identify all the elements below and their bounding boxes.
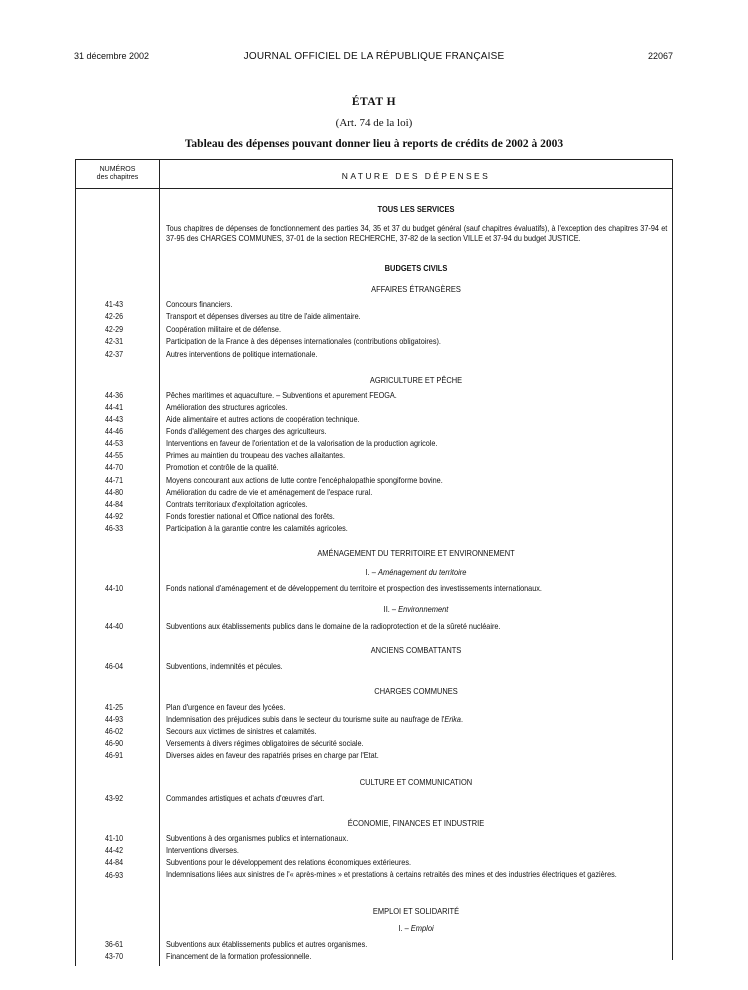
chapter-code: 46-93 (104, 871, 124, 880)
chapter-code: 44-10 (104, 584, 124, 593)
chapter-code: 42-31 (104, 337, 124, 346)
chapter-code: 46-02 (104, 727, 124, 736)
chapter-description: Subventions, indemnités et pécules. (166, 662, 283, 671)
chapter-code: 41-10 (104, 834, 124, 843)
chapter-code: 44-71 (104, 476, 124, 485)
chapter-description: Financement de la formation professionnelle. (166, 952, 312, 961)
chapter-code: 44-70 (104, 463, 124, 472)
chapter-code: 44-92 (104, 512, 124, 521)
chapter-code: 41-43 (104, 300, 124, 309)
subsection-environnement: II. – Environnement (383, 604, 449, 614)
chapter-code: 44-36 (104, 391, 124, 400)
chapter-description: Coopération militaire et de défense. (166, 325, 282, 334)
header-separator (75, 188, 672, 189)
journal-title: JOURNAL OFFICIEL DE LA RÉPUBLIQUE FRANÇAISE (243, 51, 505, 62)
chapter-code: 42-29 (104, 325, 124, 334)
subsection-amenagement-territoire: I. – Aménagement du territoire (365, 567, 467, 577)
chapter-description: Interventions diverses. (166, 846, 239, 855)
chapter-description: Primes au maintien du troupeau des vaches allaitantes. (166, 451, 345, 460)
chapter-description: Participation à la garantie contre les calamités agricoles. (166, 524, 348, 533)
section-amenagement: AMÉNAGEMENT DU TERRITOIRE ET ENVIRONNEMENT (317, 548, 515, 558)
chapter-code: 44-53 (104, 439, 124, 448)
section-affaires-etrangeres: AFFAIRES ÉTRANGÈRES (371, 284, 461, 294)
chapter-code: 44-93 (104, 715, 124, 724)
chapter-code: 36-61 (104, 940, 124, 949)
column-header-nature: NATURE DES DÉPENSES (341, 171, 491, 181)
chapter-description: Diverses aides en faveur des rapatriés prises en charge par l'Etat. (166, 751, 379, 760)
chapter-description: Secours aux victimes de sinistres et calamités. (166, 727, 317, 736)
chapter-code: 44-41 (104, 403, 124, 412)
section-agriculture: AGRICULTURE ET PÊCHE (369, 375, 463, 385)
chapter-code: 46-04 (104, 662, 124, 671)
chapter-description: Amélioration des structures agricoles. (166, 403, 288, 412)
page-number: 22067 (647, 51, 673, 61)
section-budgets-civils: BUDGETS CIVILS (384, 263, 448, 273)
chapter-description: Commandes artistiques et achats d'œuvres d'art. (166, 794, 325, 803)
column-header-numeros: NUMÉROS (99, 166, 136, 173)
chapter-description: Subventions aux établissements publics dans le domaine de la radioprotection et de la sûreté nucléaire. (166, 622, 501, 631)
chapter-code: 44-43 (104, 415, 124, 424)
tous-services-text: Tous chapitres de dépenses de fonctionnement des parties 34, 35 et 37 du budget général (sauf chapitres évaluatifs), à l'exception des chapitres 37-94 et 37-95 des CHARGES COMMUNES, 37-01 de la section RECHERCHE, 37-82 de la section VILLE et 37-94 du budget JUSTICE. (166, 224, 668, 243)
chapter-description: Subventions pour le développement des relations économiques extérieures. (166, 858, 411, 867)
chapter-description: Amélioration du cadre de vie et aménagement de l'espace rural. (166, 488, 373, 497)
chapter-description: Subventions aux établissements publics et autres organismes. (166, 940, 368, 949)
chapter-code: 43-92 (104, 794, 124, 803)
chapter-description: Pêches maritimes et aquaculture. – Subventions et apurement FEOGA. (166, 391, 397, 400)
section-emploi: EMPLOI ET SOLIDARITÉ (372, 906, 460, 916)
column-divider (159, 159, 160, 966)
chapter-code: 46-91 (104, 751, 124, 760)
article-reference: (Art. 74 de la loi) (335, 117, 413, 129)
chapter-description: Interventions en faveur de l'orientation et de la valorisation de la production agricole. (166, 439, 438, 448)
section-tous-services: TOUS LES SERVICES (377, 204, 455, 214)
chapter-code: 42-37 (104, 350, 124, 359)
chapter-code: 43-70 (104, 952, 124, 961)
section-culture: CULTURE ET COMMUNICATION (359, 777, 473, 787)
chapter-code: 44-40 (104, 622, 124, 631)
chapter-description: Indemnisation des préjudices subis dans le secteur du tourisme suite au naufrage de l'Erika. (166, 715, 463, 724)
chapter-description: Contrats territoriaux d'exploitation agricoles. (166, 500, 308, 509)
section-anciens-combattants: ANCIENS COMBATTANTS (370, 645, 462, 655)
chapter-description: Promotion et contrôle de la qualité. (166, 463, 279, 472)
table-title: Tableau des dépenses pouvant donner lieu à reports de crédits de 2002 à 2003 (184, 138, 564, 150)
chapter-description: Aide alimentaire et autres actions de coopération technique. (166, 415, 360, 424)
chapter-code: 44-84 (104, 500, 124, 509)
page-date: 31 décembre 2002 (74, 51, 150, 61)
chapter-description: Subventions à des organismes publics et internationaux. (166, 834, 349, 843)
chapter-description: Fonds forestier national et Office national des forêts. (166, 512, 335, 521)
chapter-code: 41-25 (104, 703, 124, 712)
table-left-border (75, 950, 76, 966)
chapter-code: 46-90 (104, 739, 124, 748)
chapter-code: 42-26 (104, 312, 124, 321)
chapter-code: 44-46 (104, 427, 124, 436)
chapter-code: 44-55 (104, 451, 124, 460)
chapter-description: Indemnisations liées aux sinistres de l'« après-mines » et prestations à certains retraités des mines et des industries électriques et gazières. (166, 870, 617, 879)
section-charges-communes: CHARGES COMMUNES (374, 686, 458, 696)
chapter-description: Fonds national d'aménagement et de développement du territoire et prospection des investissements internationaux. (166, 584, 542, 593)
chapter-description: Autres interventions de politique internationale. (166, 350, 318, 359)
chapter-code: 46-33 (104, 524, 124, 533)
section-economie: ÉCONOMIE, FINANCES ET INDUSTRIE (347, 818, 485, 828)
chapter-description: Moyens concourant aux actions de lutte contre l'encéphalopathie spongiforme bovine. (166, 476, 443, 485)
column-header-chapitres: des chapitres (96, 174, 139, 181)
chapter-code: 44-84 (104, 858, 124, 867)
chapter-code: 44-42 (104, 846, 124, 855)
etat-heading: ÉTAT H (351, 96, 397, 108)
chapter-description: Plan d'urgence en faveur des lycées. (166, 703, 286, 712)
chapter-description: Participation de la France à des dépenses internationales (contributions obligatoires). (166, 337, 441, 346)
chapter-code: 44-80 (104, 488, 124, 497)
chapter-description: Transport et dépenses diverses au titre de l'aide alimentaire. (166, 312, 361, 321)
chapter-description: Concours financiers. (166, 300, 233, 309)
chapter-description: Fonds d'allégement des charges des agriculteurs. (166, 427, 327, 436)
chapter-description: Versements à divers régimes obligatoires de sécurité sociale. (166, 739, 364, 748)
subsection-emploi: I. – Emploi (398, 923, 434, 933)
